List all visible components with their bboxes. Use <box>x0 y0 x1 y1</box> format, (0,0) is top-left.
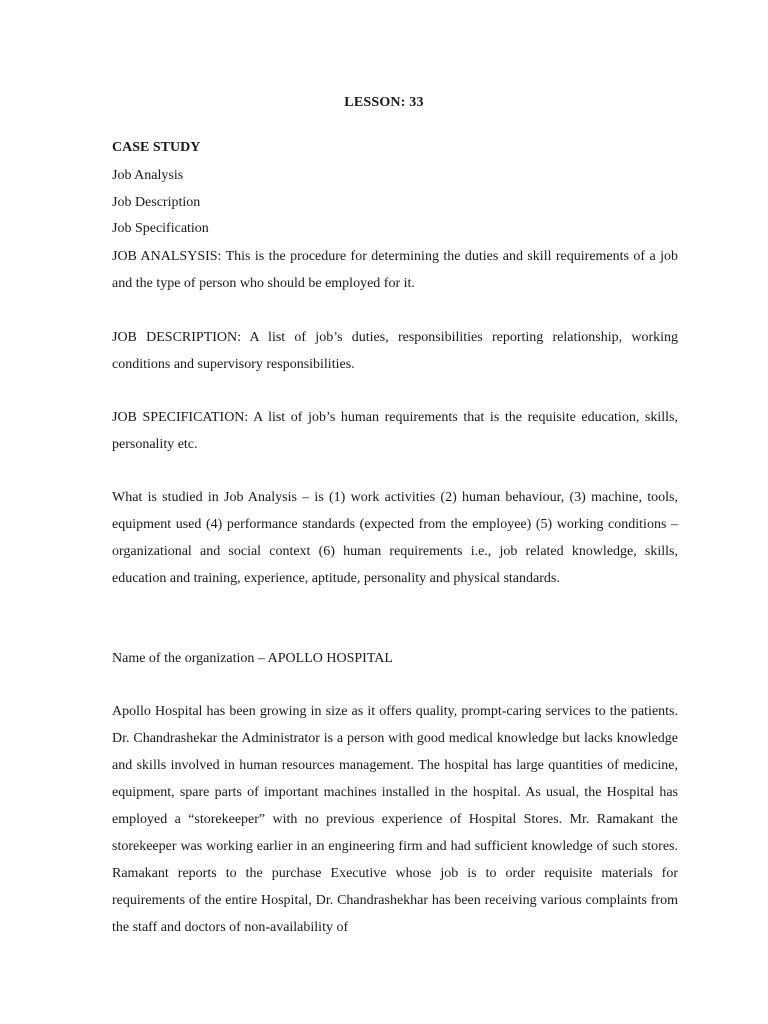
case-study-item-job-specification: Job Specification <box>112 221 209 236</box>
organization-paragraph-block <box>112 645 678 672</box>
job-analysis-paragraph-block <box>112 243 678 297</box>
case-study-item-job-description: Job Description <box>112 195 201 210</box>
job-description-paragraph: JOB DESCRIPTION: A list of job’s duties, responsibilities reporting relationship, working conditions and supervisory responsibilities. <box>112 330 678 372</box>
job-description-paragraph-block <box>112 324 678 378</box>
lesson-title: LESSON: 33 <box>344 95 424 110</box>
organization-name-paragraph: Name of the organization – APOLLO HOSPITAL <box>112 651 393 666</box>
job-specification-paragraph: JOB SPECIFICATION: A list of job’s human requirements that is the requisite education, skills, personality etc. <box>112 410 678 452</box>
what-studied-paragraph-block <box>112 484 678 592</box>
job-analysis-paragraph: JOB ANALSYSIS: This is the procedure for determining the duties and skill requirements of a job and the type of person who should be employed for it. <box>112 249 678 291</box>
job-specification-paragraph-block <box>112 404 678 458</box>
apollo-paragraph-block <box>112 698 678 941</box>
what-studied-paragraph: What is studied in Job Analysis – is (1) work activities (2) human behaviour, (3) machine, tools, equipment used (4) performance standards (expected from the employee) (5) working conditions – organizational and social context (6) human requirements i.e., job related knowledge, skills, education and training, experience, aptitude, personality and physical standards. <box>112 490 678 586</box>
apollo-hospital-paragraph: Apollo Hospital has been growing in size as it offers quality, prompt-caring services to the patients. Dr. Chandrashekar the Administrator is a person with good medical knowledge but lacks knowledge and skills involved in human resources management. The hospital has large quantities of medicine, equipment, spare parts of important machines installed in the hospital. As usual, the Hospital has employed a “storekeeper” with no previous experience of Hospital Stores. Mr. Ramakant the storekeeper was working earlier in an engineering firm and had sufficient knowledge of such stores. Ramakant reports to the purchase Executive whose job is to order requisite materials for requirements of the entire Hospital, Dr. Chandrashekhar has been receiving various complaints from the staff and doctors of non-availability of <box>112 704 678 935</box>
case-study-item-job-analysis: Job Analysis <box>112 168 184 183</box>
case-study-heading: CASE STUDY <box>112 140 201 155</box>
